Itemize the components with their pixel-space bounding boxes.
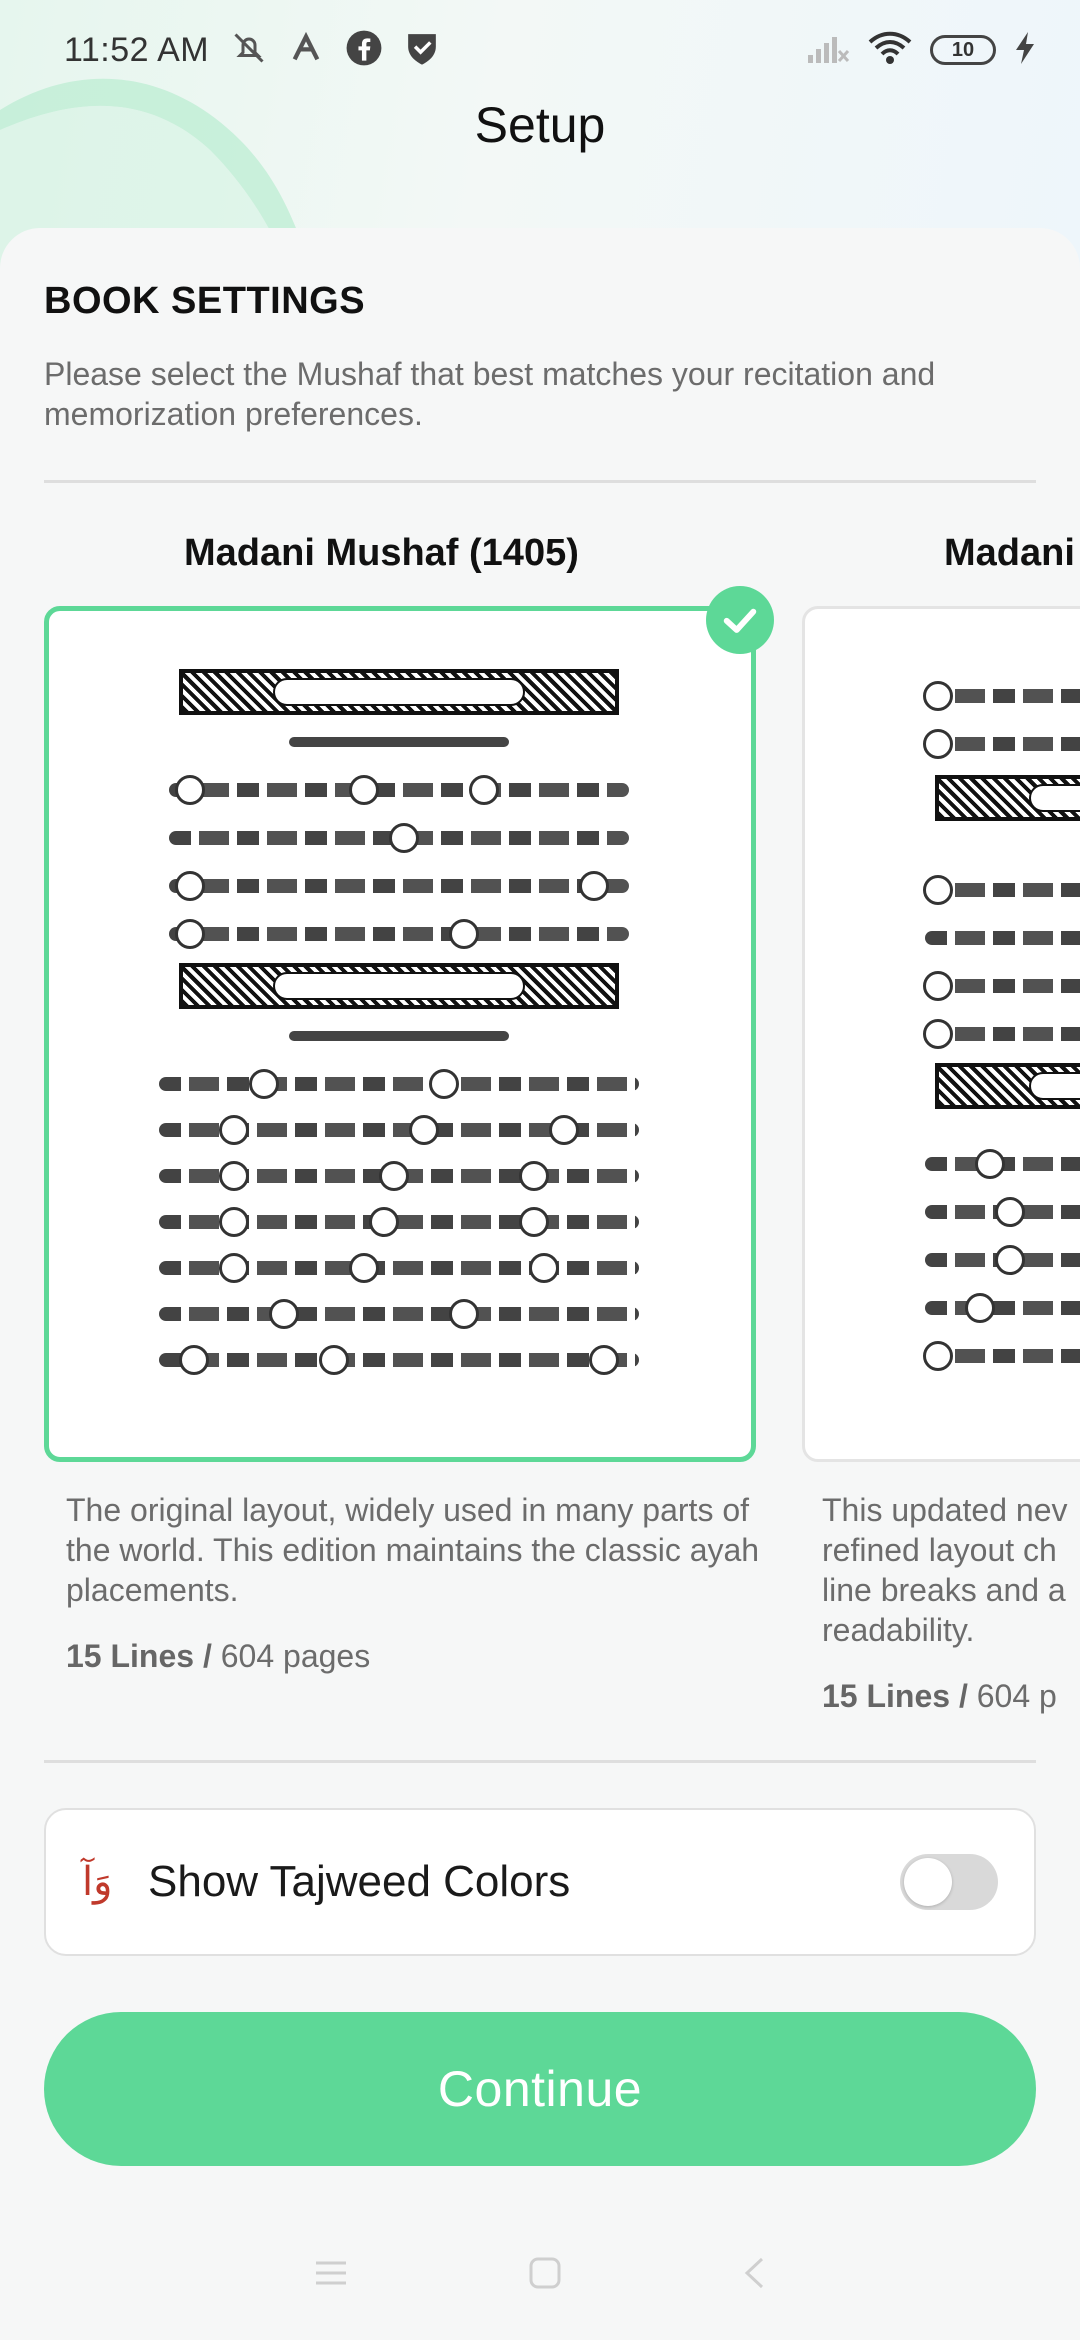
mushaf-pages-1: 604 pages	[220, 1638, 371, 1674]
page-title: Setup	[474, 97, 606, 153]
mushaf-description-2-line-4: readability.	[822, 1612, 975, 1648]
home-nav-icon[interactable]	[528, 2256, 562, 2295]
tajweed-label: Show Tajweed Colors	[148, 1857, 571, 1906]
mushaf-description-2-line-3: line breaks and a	[822, 1572, 1066, 1608]
back-nav-icon[interactable]	[742, 2256, 766, 2295]
toggle-knob	[904, 1858, 952, 1906]
signal-icon	[806, 31, 850, 70]
tajweed-toggle[interactable]	[900, 1854, 998, 1910]
shield-check-icon	[405, 30, 439, 71]
battery-level: 10	[951, 38, 975, 61]
settings-card	[0, 228, 1080, 2340]
mushaf-title-2: Madani	[944, 532, 1075, 574]
system-nav-bar	[0, 2240, 1080, 2310]
mushaf-pages-2: 604 p	[976, 1678, 1057, 1714]
mushaf-page-preview	[49, 611, 751, 1457]
app-a-icon	[289, 31, 323, 70]
mushaf-title-1: Madani Mushaf (1405)	[184, 532, 579, 574]
tajweed-icon: وَآ	[82, 1859, 113, 1905]
mushaf-description-2	[822, 1490, 1080, 1650]
menu-nav-icon[interactable]	[314, 2259, 348, 2292]
mute-icon	[231, 30, 267, 71]
mushaf-description-2-line-1: This updated nev	[822, 1492, 1068, 1528]
mushaf-page-preview-2	[805, 609, 1080, 1459]
status-time: 11:52 AM	[64, 30, 210, 69]
mushaf-meta-2: 15 Lines / 604 p	[822, 1678, 1057, 1714]
book-settings-title: BOOK SETTINGS	[44, 280, 366, 322]
mushaf-option-madani-1405[interactable]	[44, 606, 756, 1462]
mushaf-description-2-line-2: refined layout ch	[822, 1532, 1057, 1568]
selected-check-icon	[706, 586, 774, 654]
continue-button[interactable]: Continue	[44, 2012, 1036, 2166]
battery-icon	[930, 35, 996, 65]
mushaf-meta-1: 15 Lines / 604 pages	[66, 1638, 371, 1674]
status-bar	[0, 0, 1080, 100]
wifi-icon	[868, 30, 912, 71]
facebook-icon	[345, 29, 383, 72]
charging-icon	[1014, 31, 1036, 70]
mushaf-option-madani-new[interactable]	[802, 606, 1080, 1462]
mushaf-lines-2: 15 Lines	[822, 1678, 951, 1714]
book-settings-description: Please select the Mushaf that best matches your recitation and memorization preferences.	[44, 356, 936, 432]
tajweed-setting-row[interactable]	[44, 1808, 1036, 1956]
mushaf-description-1: The original layout, widely used in many parts of the world. This edition maintains the classic ayah placements.	[66, 1492, 760, 1608]
mushaf-lines-1: 15 Lines	[66, 1638, 195, 1674]
divider-bottom	[44, 1760, 1036, 1763]
mushaf-carousel[interactable]	[0, 228, 1080, 1748]
